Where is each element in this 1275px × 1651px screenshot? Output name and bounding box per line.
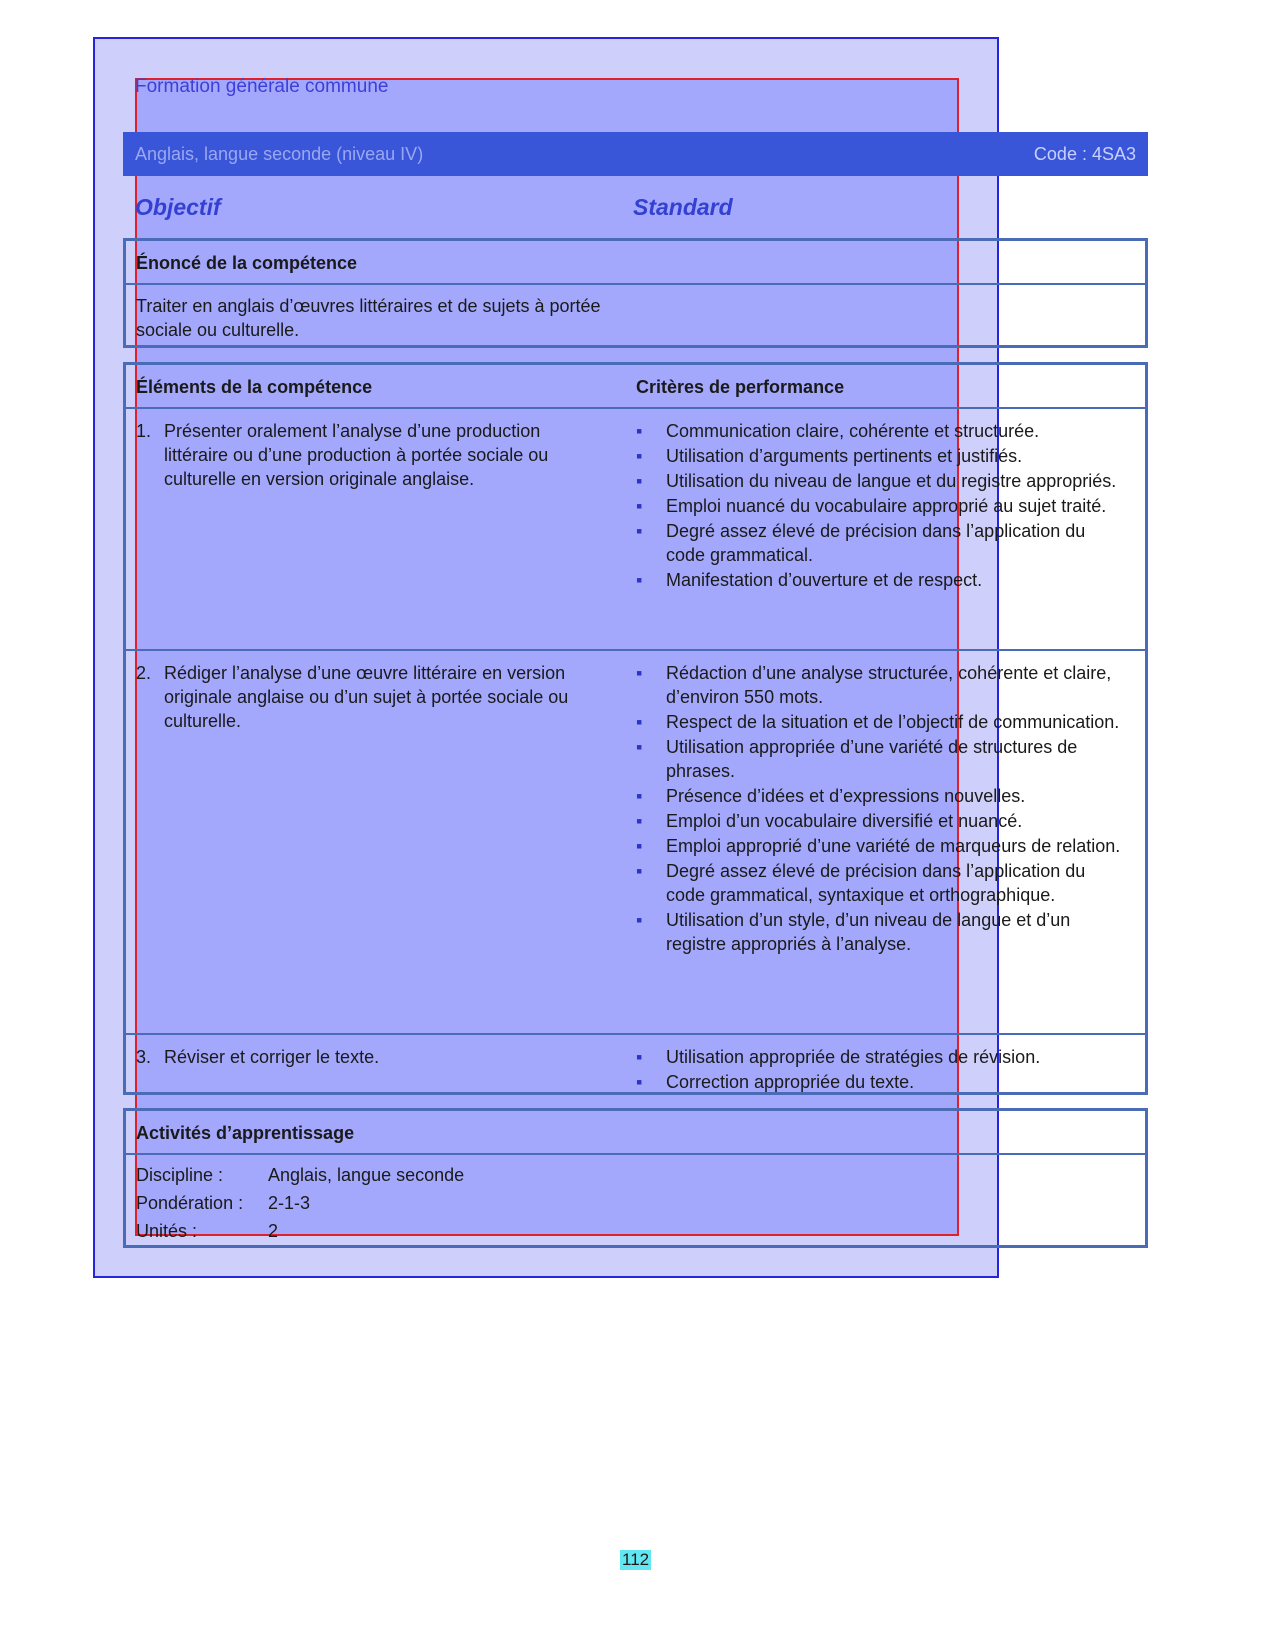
criteria-item: ▪ Degré assez élevé de précision dans l’application du code grammatical. [636,519,1121,567]
competency-elements-box [123,362,1148,1095]
competency-element [136,419,606,491]
discipline-value: Anglais, langue seconde [268,1165,465,1185]
units-label: Unités : [136,1221,198,1241]
criteria-item: ▪ Emploi nuancé du vocabulaire approprié au sujet traité. [636,494,1121,518]
discipline-line [136,1161,1135,1189]
criteria-item: ▪ Utilisation d’un style, d’un niveau de langue et d’un registre appropriés à l’analyse. [636,908,1121,956]
competency-statement-heading: Énoncé de la compétence [126,241,1145,285]
competency-element [136,661,606,733]
weighting-label: Pondération : [136,1193,244,1213]
criteria-item: ▪ Emploi d’un vocabulaire diversifié et nuancé. [636,809,1121,833]
course-title: Anglais, langue seconde (niveau IV) [135,144,424,164]
competency-statement-box [123,238,1148,348]
section-label: Formation générale commune [135,76,389,97]
weighting-line [136,1189,1135,1217]
criteria-item: ▪ Respect de la situation et de l’objectif de communication. [636,710,1121,734]
element-number: 1. [136,421,152,441]
units-value: 2 [268,1221,279,1241]
criteria-item: ▪ Utilisation d’arguments pertinents et justifiés. [636,444,1121,468]
criteria-list [636,419,1121,593]
criteria-item: ▪ Communication claire, cohérente et structurée. [636,419,1121,443]
criteria-item: ▪ Utilisation appropriée d’une variété de structures de phrases. [636,735,1121,783]
criteria-item: ▪ Utilisation appropriée de stratégies de révision. [636,1045,1121,1069]
competency-statement-text: Traiter en anglais d’œuvres littéraires et de sujets à portée sociale ou culturelle. [136,296,601,340]
competency-row [126,409,1145,649]
learning-activities-heading: Activités d’apprentissage [126,1111,1145,1155]
criteria-item: ▪ Emploi approprié d’une variété de marqueurs de relation. [636,834,1121,858]
element-number: 3. [136,1047,152,1067]
learning-activities-box [123,1108,1148,1248]
element-text: Rédiger l’analyse d’une œuvre littéraire en version originale anglaise ou d’un sujet à portée sociale ou culturelle. [164,663,569,731]
criteria-item: ▪ Utilisation du niveau de langue et du registre appropriés. [636,469,1121,493]
units-line [136,1217,1135,1245]
weighting-value: 2-1-3 [268,1193,311,1213]
criteria-item: ▪ Correction appropriée du texte. [636,1070,1121,1094]
criteria-heading: Critères de performance [636,377,845,397]
elements-heading: Éléments de la compétence [136,377,373,397]
criteria-item: ▪ Manifestation d’ouverture et de respect. [636,568,1121,592]
criteria-item: ▪ Présence d’idées et d’expressions nouvelles. [636,784,1121,808]
standard-heading: Standard [633,194,733,220]
discipline-label: Discipline : [136,1165,224,1185]
criteria-item: ▪ Degré assez élevé de précision dans l’application du code grammatical, syntaxique et orthographique. [636,859,1121,907]
objective-heading: Objectif [135,194,221,220]
course-header-bar [123,132,1148,176]
element-text: Présenter oralement l’analyse d’une production littéraire ou d’une production à portée sociale ou culturelle en version originale anglaise. [164,421,549,489]
competency-element [136,1045,606,1069]
competency-elements-header [126,365,1145,409]
element-text: Réviser et corriger le texte. [164,1047,380,1067]
learning-activities-details [126,1155,1145,1251]
page-number: 112 [622,1550,650,1569]
criteria-list [636,1045,1121,1095]
competency-row [126,649,1145,1033]
criteria-list [636,661,1121,957]
course-code: Code : 4SA3 [1033,144,1136,164]
competency-row [126,1033,1145,1095]
element-number: 2. [136,663,152,683]
criteria-item: ▪ Rédaction d’une analyse structurée, cohérente et claire, d’environ 550 mots. [636,661,1121,709]
